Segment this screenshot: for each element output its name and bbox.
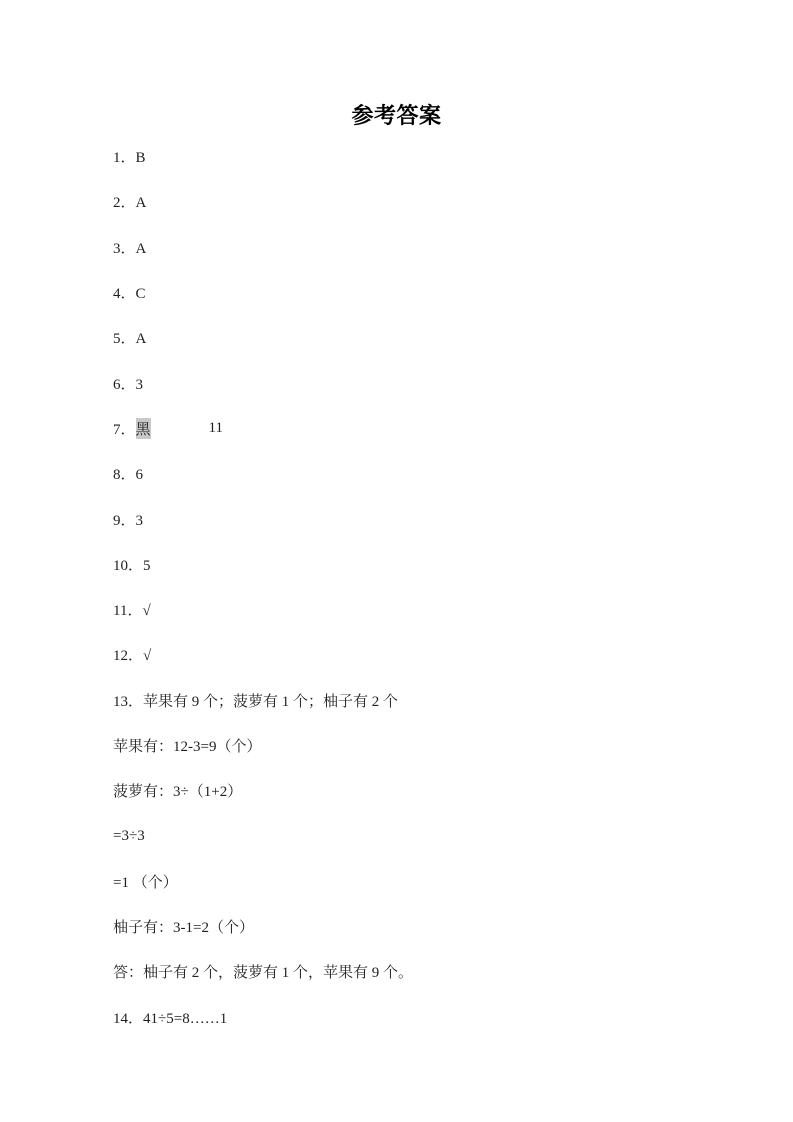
line-segment: 12．√: [113, 648, 152, 665]
answer-lines: [113, 134, 743, 1040]
line-segment: 3．A: [113, 240, 147, 257]
line-segment: 14．41÷5=8……1: [113, 1010, 228, 1027]
line-segment: 10．5: [113, 557, 151, 574]
line-segment: 苹果有：12-3=9（个）: [113, 739, 262, 755]
answer-line: [113, 315, 743, 360]
line-segment: =3÷3: [113, 827, 145, 844]
answer-line: [113, 678, 743, 723]
line-segment: 6．3: [113, 376, 144, 393]
answer-line: [113, 632, 743, 677]
line-segment: 菠萝有：3÷（1+2）: [113, 784, 243, 801]
answer-line: [113, 360, 743, 405]
answer-line: [113, 859, 743, 904]
highlighted-answer: 黑: [136, 418, 151, 439]
page-title: 参考答案: [351, 103, 442, 128]
line-segment: 答：柚子有 2 个，菠萝有 1 个，苹果有 9 个。: [113, 965, 414, 982]
answer-line: [113, 270, 743, 315]
line-segment: =1 （个）: [113, 874, 178, 891]
answer-line: [113, 496, 743, 541]
answer-line: [113, 904, 743, 949]
answer-line: [113, 134, 743, 179]
line-segment: 1．B: [113, 150, 146, 167]
line-segment: 11: [208, 419, 223, 436]
line-segment: 11．√: [113, 603, 151, 620]
answer-line: [113, 768, 743, 813]
line-segment: 5．A: [113, 331, 147, 348]
line-segment: 4．C: [113, 286, 146, 303]
line-segment: 2．A: [113, 195, 147, 212]
answer-line: [113, 451, 743, 496]
answer-line: [113, 225, 743, 270]
line-segment: 7．: [113, 421, 136, 438]
answer-line: [113, 542, 743, 587]
line-segment: 13．苹果有 9 个；菠萝有 1 个；柚子有 2 个: [113, 693, 399, 710]
answer-line: [113, 813, 743, 858]
answer-line: [113, 995, 743, 1040]
line-segment: 柚子有：3-1=2（个）: [113, 920, 254, 937]
line-segment: 9．3: [113, 512, 144, 529]
answer-line: [113, 587, 743, 632]
answer-line: [113, 723, 743, 768]
answer-line: [113, 406, 743, 451]
answer-line: [113, 949, 743, 994]
line-segment: 8．6: [113, 467, 144, 484]
answer-line: [113, 179, 743, 224]
